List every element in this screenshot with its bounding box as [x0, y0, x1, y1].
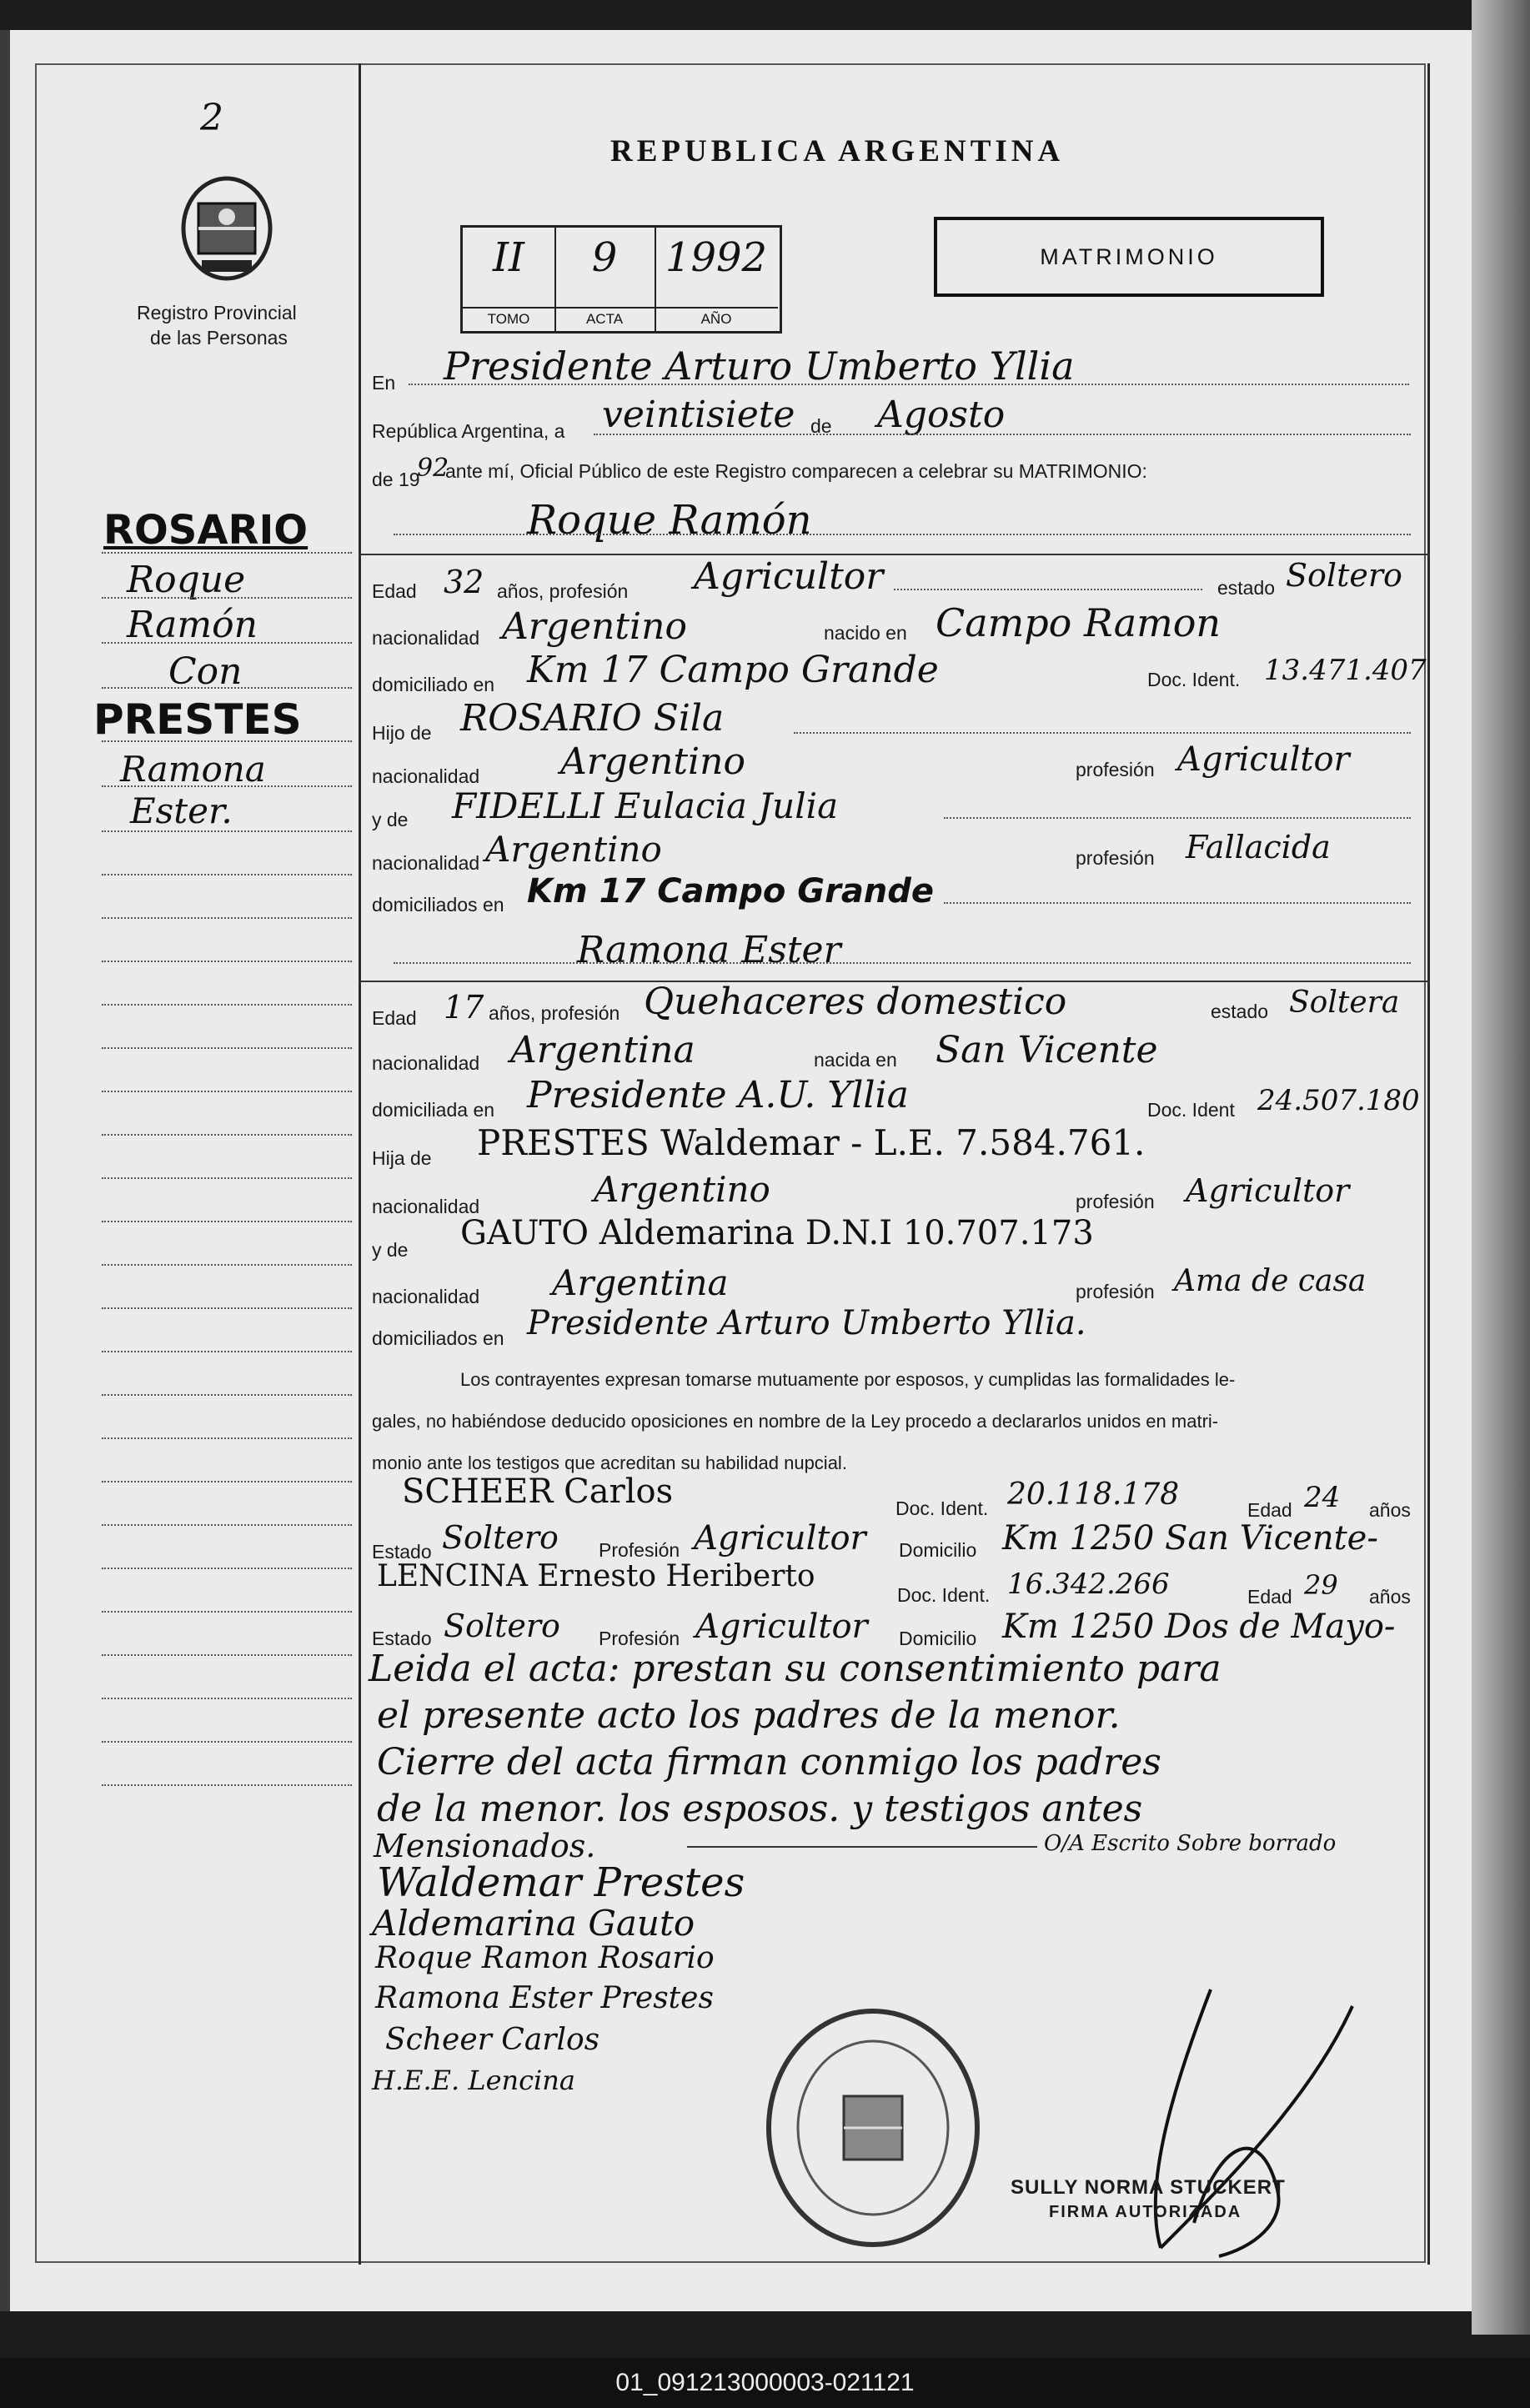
- groom-mother: FIDELLI Eulacia Julia: [452, 785, 839, 826]
- anos-label: años: [1369, 1499, 1411, 1521]
- rule: [944, 902, 1411, 904]
- margin-rule: [102, 1221, 352, 1222]
- registry-line2: de las Personas: [150, 327, 288, 349]
- margin-rule: [102, 1177, 352, 1179]
- margin-rule: [102, 687, 352, 689]
- edad-label: Edad: [372, 580, 417, 602]
- bride-nacida: San Vicente: [936, 1029, 1158, 1071]
- de-label: de: [810, 415, 832, 437]
- edad-label: Edad: [372, 1007, 417, 1029]
- rule: [794, 732, 1411, 734]
- groom-father-prof: Agricultor: [1177, 740, 1350, 779]
- acta-value: 9: [591, 234, 618, 281]
- margin-line: Ramona: [120, 749, 266, 790]
- official-name: SULLY NORMA STUCKERT: [1011, 2176, 1286, 2199]
- act-type: MATRIMONIO: [1040, 243, 1218, 269]
- estado-label: estado: [1211, 1001, 1269, 1022]
- groom-domicilio: Km 17 Campo Grande: [527, 649, 939, 691]
- signature: Waldemar Prestes: [377, 1859, 745, 1906]
- groom-edad: 32: [444, 564, 484, 600]
- official-title: FIRMA AUTORIZADA: [1049, 2203, 1242, 2221]
- bride-doc: 24.507.180: [1257, 1084, 1420, 1117]
- bride-mother-nac: Argentina: [552, 1262, 729, 1303]
- bride-name: Ramona Ester: [577, 929, 841, 971]
- rule: [394, 534, 1411, 535]
- groom-parents-dom: Km 17 Campo Grande: [527, 872, 935, 911]
- bride-mother-prof: Ama de casa: [1174, 1264, 1367, 1298]
- hija-label: Hija de: [372, 1147, 432, 1169]
- tomo-value: II: [493, 234, 524, 281]
- estado-label: Estado: [372, 1628, 432, 1649]
- edad-label: Edad: [1247, 1499, 1292, 1521]
- bride-mother: GAUTO Aldemarina D.N.I 10.707.173: [460, 1214, 1094, 1252]
- margin-rule: [102, 1741, 352, 1743]
- groom-mother-prof: Fallacida: [1186, 829, 1331, 865]
- page-number: 2: [200, 97, 223, 139]
- doc-label: Doc. Ident.: [895, 1497, 989, 1519]
- margin-line: PRESTES: [93, 695, 302, 744]
- anos-profesion: años, profesión: [489, 1002, 620, 1024]
- declaration-line: gales, no habiéndose deducido oposiciones en nombre de la Ley procedo a declararlos unidos en matri-: [372, 1411, 1219, 1432]
- doms-label: domiciliados en: [372, 1327, 504, 1349]
- yde-label: y de: [372, 809, 409, 830]
- dom-label: Domicilio: [899, 1539, 977, 1561]
- witness1-domicilio: Km 1250 San Vicente-: [1002, 1519, 1378, 1558]
- signature: Aldemarina Gauto: [372, 1903, 695, 1944]
- groom-nacido: Campo Ramon: [936, 600, 1221, 645]
- acta-label: ACTA: [554, 307, 655, 328]
- groom-profesion: Agricultor: [694, 555, 884, 598]
- margin-rule: [102, 1568, 352, 1569]
- registry-line1: Registro Provincial: [137, 302, 297, 324]
- declaration-line: monio ante los testigos que acreditan su habilidad nupcial.: [372, 1452, 847, 1473]
- witness2-domicilio: Km 1250 Dos de Mayo-: [1002, 1608, 1396, 1646]
- margin-rule: [102, 1611, 352, 1613]
- doc-label: Doc. Ident.: [897, 1584, 991, 1606]
- nac-label: nacionalidad: [372, 1196, 480, 1217]
- rep-label: República Argentina, a: [372, 420, 565, 442]
- ano-label: AÑO: [655, 307, 778, 328]
- closing-line: de la menor. los esposos. y testigos antes: [377, 1788, 1143, 1830]
- rule: [394, 962, 1411, 964]
- edad-label: Edad: [1247, 1586, 1292, 1608]
- anos-profesion: años, profesión: [497, 580, 629, 602]
- witness1-estado: Soltero: [442, 1519, 559, 1556]
- groom-estado: Soltero: [1286, 557, 1402, 594]
- witness1-edad: 24: [1304, 1481, 1341, 1514]
- groom-name: Roque Ramón: [527, 497, 812, 544]
- intro-statement: ante mí, Oficial Público de este Registro comparecen a celebrar su MATRIMONIO:: [445, 460, 1147, 482]
- footer-code: 01_091213000003-021121: [0, 2358, 1530, 2408]
- margin-line: Ramón: [127, 604, 258, 646]
- margin-rule: [102, 1264, 352, 1266]
- signature: Ramona Ester Prestes: [375, 1981, 714, 2015]
- binding-edge: [1472, 0, 1530, 2335]
- nac-label: nacionalidad: [372, 1286, 480, 1307]
- nac-label: nacionalidad: [372, 765, 480, 787]
- nacida-label: nacida en: [814, 1049, 897, 1071]
- margin-rule: [102, 961, 352, 962]
- groom-father: ROSARIO Sila: [460, 697, 725, 740]
- bride-parents-dom: Presidente Arturo Umberto Yllia.: [527, 1304, 1086, 1342]
- rule: [944, 817, 1411, 819]
- en-label: En: [372, 372, 396, 394]
- hijo-label: Hijo de: [372, 722, 432, 744]
- certificate-page: [0, 30, 1501, 2311]
- bride-profesion: Quehaceres domestico: [644, 981, 1067, 1023]
- witness2-edad: 29: [1304, 1569, 1338, 1601]
- witness1-name: SCHEER Carlos: [402, 1472, 674, 1511]
- witness2-estado: Soltero: [444, 1608, 560, 1644]
- place: Presidente Arturo Umberto Yllia: [444, 344, 1075, 389]
- dom-label: domiciliada en: [372, 1099, 495, 1121]
- margin-rule: [102, 1307, 352, 1309]
- nac-label: nacionalidad: [372, 1052, 480, 1074]
- doc-label: Doc. Ident: [1147, 1099, 1235, 1121]
- witness2-doc: 16.342.266: [1007, 1568, 1170, 1601]
- margin-rule: [102, 740, 352, 742]
- margin-line: Con: [168, 650, 243, 693]
- witness1-profesion: Agricultor: [694, 1519, 866, 1558]
- estado-label: estado: [1217, 577, 1276, 599]
- bride-father: PRESTES Waldemar - L.E. 7.584.761.: [477, 1122, 1146, 1163]
- declaration-line: Los contrayentes expresan tomarse mutuamente por esposos, y cumplidas las formalidades le-: [460, 1369, 1236, 1390]
- margin-line: Roque: [127, 559, 246, 601]
- margin-rule: [102, 552, 352, 554]
- margin-rule: [102, 785, 352, 787]
- acta-box: [460, 225, 782, 334]
- provincial-shield-icon: [177, 170, 277, 287]
- margin-rule: [102, 1698, 352, 1699]
- closing-line: Cierre del acta firman conmigo los padres: [377, 1741, 1161, 1783]
- closing-line: Mensionados.: [374, 1828, 596, 1864]
- year-prefix: de 19: [372, 469, 420, 490]
- ano-cell: [655, 228, 778, 331]
- official-seal-icon: [760, 2003, 986, 2253]
- bride-father-nac: Argentino: [594, 1169, 770, 1210]
- right-divider: [1427, 63, 1430, 2265]
- rule: [409, 384, 1409, 385]
- margin-rule: [102, 1134, 352, 1136]
- prof-label: profesión: [1076, 759, 1155, 780]
- margin-rule: [102, 1654, 352, 1656]
- margin-line: ROSARIO: [103, 507, 309, 554]
- prof-label: profesión: [1076, 1281, 1155, 1302]
- margin-line: Ester.: [130, 790, 233, 831]
- closing-line: el presente acto los padres de la menor.: [377, 1694, 1121, 1737]
- prof-label: profesión: [1076, 1191, 1155, 1212]
- margin-rule: [102, 1394, 352, 1396]
- ano-value: 1992: [665, 234, 768, 281]
- tomo-label: TOMO: [463, 307, 554, 328]
- witness2-profesion: Agricultor: [695, 1608, 868, 1646]
- margin-rule: [102, 1437, 352, 1439]
- groom-mother-nac: Argentino: [485, 829, 662, 870]
- margin-rule: [102, 1351, 352, 1352]
- closing-rule: [687, 1846, 1037, 1848]
- margin-rule: [102, 874, 352, 875]
- groom-nacionalidad: Argentino: [502, 605, 687, 648]
- margin-rule: [102, 1004, 352, 1006]
- bride-domicilio: Presidente A.U. Yllia: [527, 1074, 909, 1116]
- signature: Scheer Carlos: [385, 2023, 600, 2057]
- nac-label: nacionalidad: [372, 627, 480, 649]
- prof-label: Profesión: [599, 1628, 680, 1649]
- margin-rule: [102, 830, 352, 832]
- margin-rule: [102, 1091, 352, 1092]
- yde-label: y de: [372, 1239, 409, 1261]
- acta-cell: [554, 228, 656, 331]
- groom-father-nac: Argentino: [560, 740, 745, 783]
- margin-divider: [359, 63, 361, 2265]
- margin-rule: [102, 597, 352, 599]
- margin-rule: [102, 1481, 352, 1482]
- tomo-cell: [463, 228, 556, 331]
- official-signature: [1111, 1973, 1386, 2281]
- estado-label: Estado: [372, 1541, 432, 1563]
- margin-rule: [102, 1047, 352, 1049]
- day: veintisiete: [602, 394, 795, 436]
- bride-estado: Soltera: [1289, 986, 1400, 1020]
- year-suffix: 92: [417, 454, 449, 483]
- signature: H.E.E. Lencina: [372, 2064, 575, 2096]
- correction-note: O/A Escrito Sobre borrado: [1044, 1831, 1337, 1856]
- rule: [894, 589, 1202, 590]
- bride-father-prof: Agricultor: [1186, 1172, 1350, 1209]
- bride-edad: 17: [444, 989, 484, 1026]
- dom-label: Domicilio: [899, 1628, 977, 1649]
- margin-rule: [102, 642, 352, 644]
- closing-line: Leida el acta: prestan su consentimiento para: [369, 1648, 1221, 1690]
- groom-doc: 13.471.407: [1264, 654, 1427, 687]
- margin-rule: [102, 917, 352, 919]
- signature: Roque Ramon Rosario: [375, 1941, 715, 1975]
- month: Agosto: [877, 394, 1006, 436]
- nacido-label: nacido en: [824, 622, 907, 644]
- section-line: [359, 554, 1430, 555]
- nac-label: nacionalidad: [372, 852, 480, 874]
- witness1-doc: 20.118.178: [1007, 1477, 1180, 1512]
- doc-label: Doc. Ident.: [1147, 669, 1241, 690]
- country-title: REPUBLICA ARGENTINA: [610, 134, 1065, 168]
- margin-rule: [102, 1784, 352, 1786]
- margin-rule: [102, 1524, 352, 1526]
- doms-label: domiciliados en: [372, 894, 504, 916]
- act-type-box: [934, 217, 1324, 297]
- anos-label: años: [1369, 1586, 1411, 1608]
- prof-label: profesión: [1076, 847, 1155, 869]
- rule: [594, 434, 1411, 435]
- prof-label: Profesión: [599, 1539, 680, 1561]
- witness2-name: LENCINA Ernesto Heriberto: [377, 1559, 815, 1593]
- bride-nacionalidad: Argentina: [510, 1029, 695, 1071]
- dom-label: domiciliado en: [372, 674, 495, 695]
